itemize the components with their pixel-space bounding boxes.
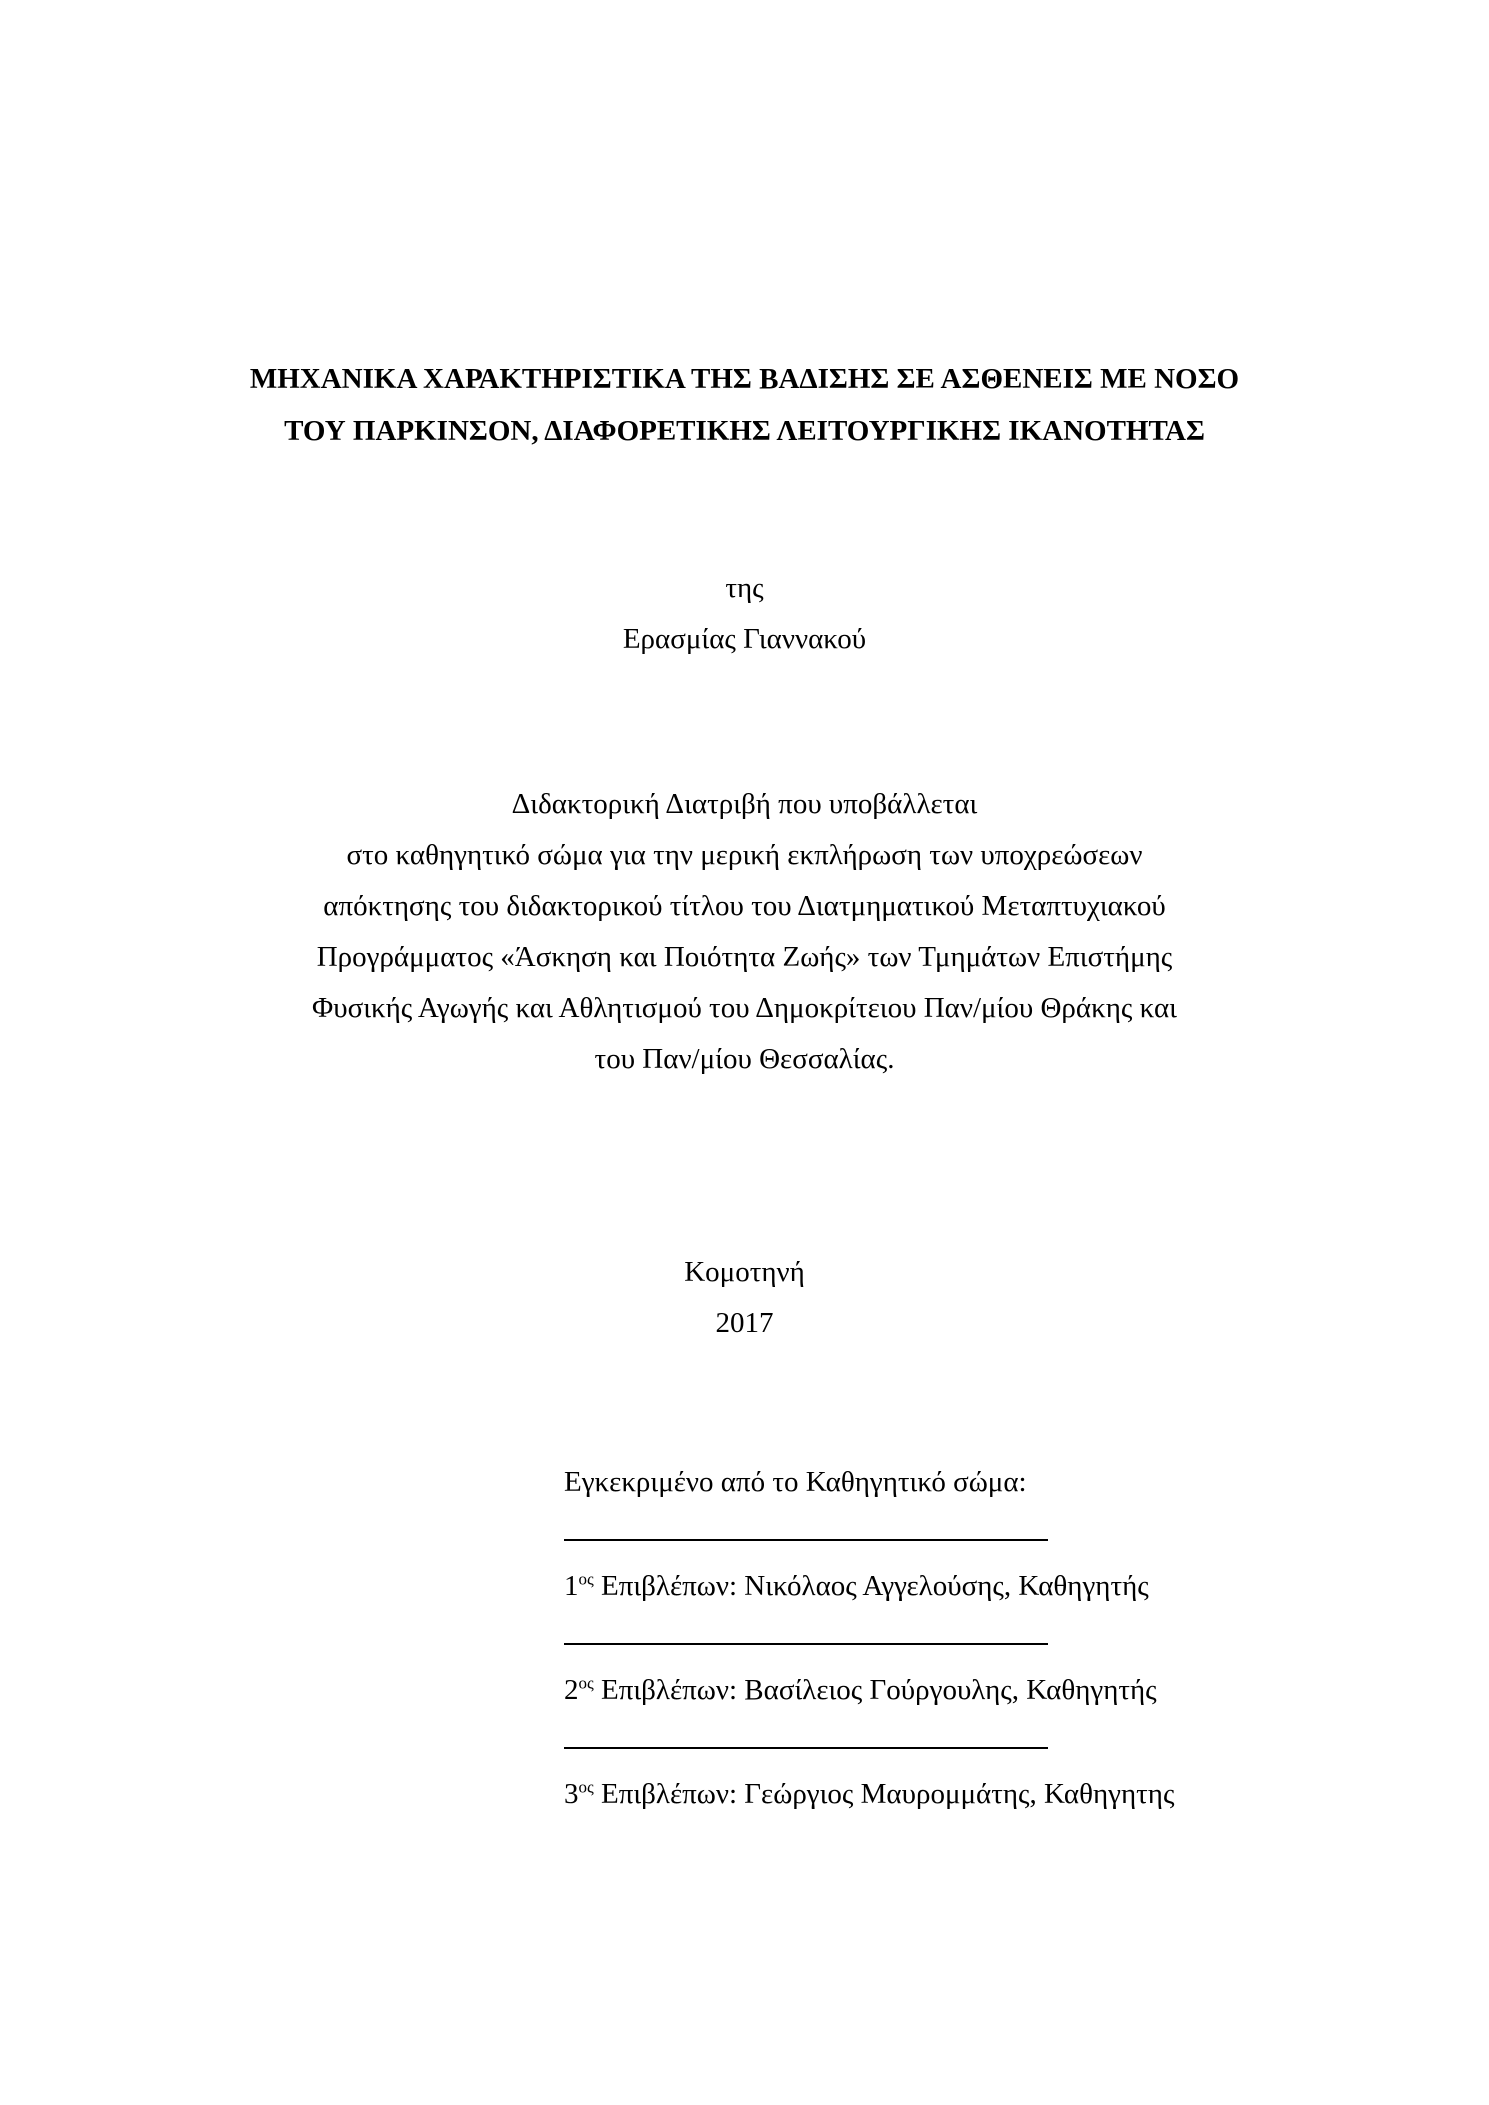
description-line: του Παν/μίου Θεσσαλίας. — [594, 1043, 895, 1075]
supervisor-3 — [564, 1769, 1464, 1819]
supervisor-number: 1 — [564, 1570, 579, 1602]
description-line: Φυσικής Αγωγής και Αθλητισμού του Δημοκρίτειου Παν/μίου Θράκης και — [312, 992, 1177, 1024]
ordinal-suffix: ος — [578, 1777, 594, 1797]
signature-line — [564, 1539, 1048, 1541]
signature-line — [564, 1747, 1048, 1749]
approval-heading: Εγκεκριμένο από το Καθηγητικό σώμα: — [564, 1466, 1027, 1498]
year: 2017 — [715, 1307, 774, 1339]
supervisor-number: 3 — [564, 1778, 579, 1810]
description-line: Προγράμματος «Άσκηση και Ποιότητα Ζωής» των Τμημάτων Επιστήμης — [316, 941, 1173, 973]
ordinal-suffix: ος — [578, 1569, 594, 1589]
thesis-title-line-2: ΤΟΥ ΠΑΡΚΙΝΣΟΝ, ΔΙΑΦΟΡΕΤΙΚΗΣ ΛΕΙΤΟΥΡΓΙΚΗΣ ΙΚΑΝΟΤΗΤΑΣ — [284, 415, 1205, 447]
thesis-title-line-1: ΜΗΧΑΝΙΚΑ ΧΑΡΑΚΤΗΡΙΣΤΙΚΑ ΤΗΣ ΒΑΔΙΣΗΣ ΣΕ ΑΣΘΕΝΕΙΣ ΜΕ ΝΟΣΟ — [249, 363, 1240, 395]
supervisor-number: 2 — [564, 1674, 579, 1706]
ordinal-suffix: ος — [578, 1673, 594, 1693]
supervisor-1 — [564, 1561, 1464, 1611]
supervisor-text: Επιβλέπων: Νικόλαος Αγγελούσης, Καθηγητής — [593, 1570, 1149, 1602]
supervisor-2 — [564, 1665, 1464, 1715]
description-line: στο καθηγητικό σώμα για την μερική εκπλήρωση των υποχρεώσεων — [346, 839, 1143, 871]
author-preposition: της — [725, 572, 764, 604]
description-line: Διδακτορική Διατριβή που υποβάλλεται — [511, 788, 978, 820]
author-name: Ερασμίας Γιαννακού — [622, 623, 867, 655]
description-line: απόκτησης του διδακτορικού τίτλου του Διατμηματικού Μεταπτυχιακού — [323, 890, 1166, 922]
supervisor-text: Επιβλέπων: Γεώργιος Μαυρομμάτης, Καθηγητης — [593, 1778, 1175, 1810]
place: Κομοτηνή — [684, 1256, 805, 1288]
signature-line — [564, 1643, 1048, 1645]
supervisor-text: Επιβλέπων: Βασίλειος Γούργουλης, Καθηγητής — [593, 1674, 1157, 1706]
